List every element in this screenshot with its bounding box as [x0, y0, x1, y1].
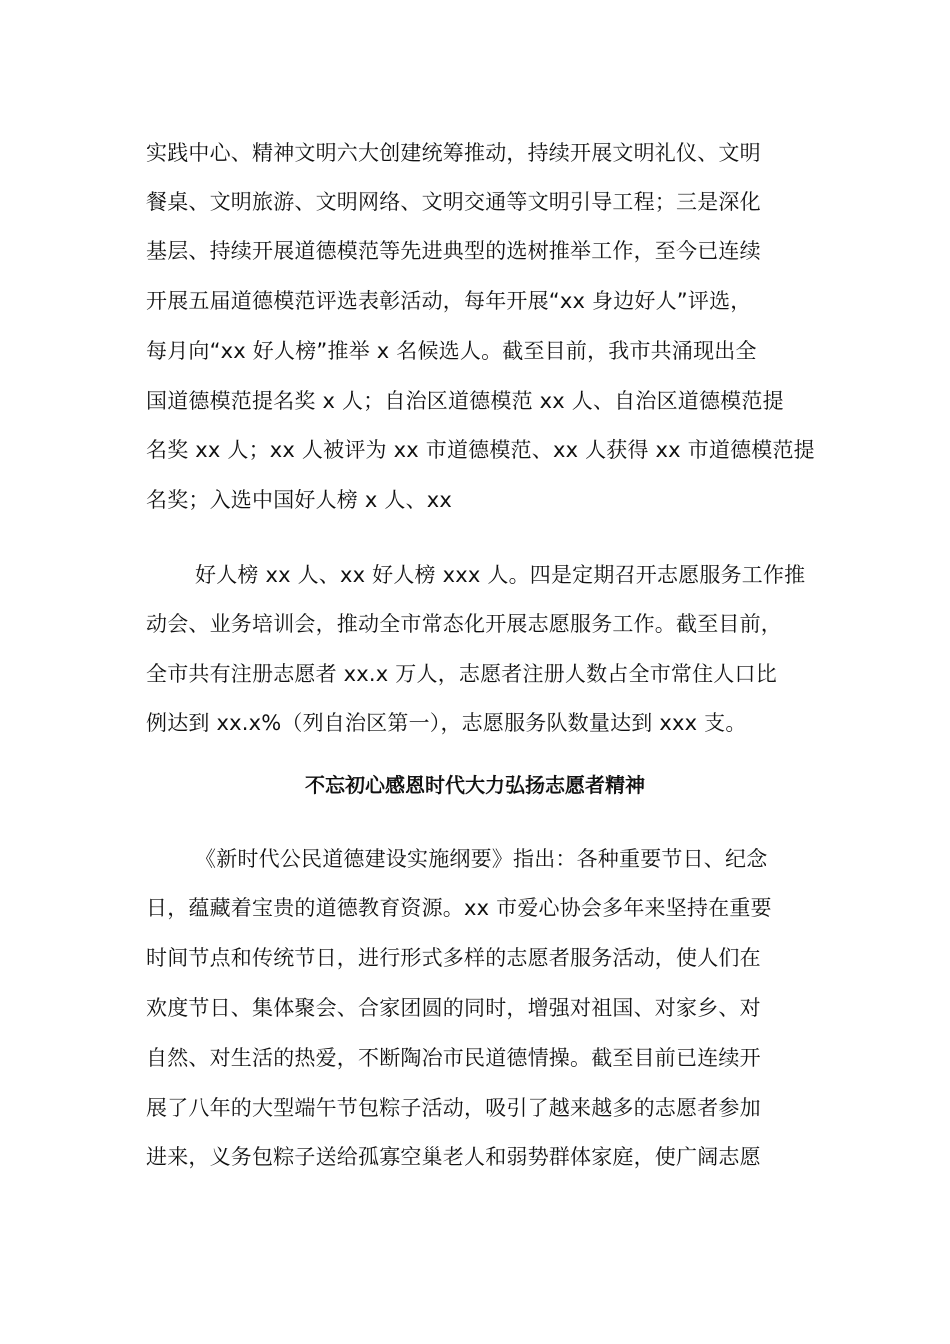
text-line: 动会、业务培训会，推动全市常态化开展志愿服务工作。截至目前， [146, 612, 782, 636]
text-line: 自然、对生活的热爱，不断陶冶市民道德情操。截至目前已连续开 [146, 1046, 761, 1070]
text-line: 好人榜 xx 人、xx 好人榜 xxx 人。四是定期召开志愿服务工作推 [195, 563, 806, 587]
text-line: 欢度节日、集体聚会、合家团圆的同时，增强对祖国、对家乡、对 [146, 996, 761, 1020]
text-line: 名奖 xx 人；xx 人被评为 xx 市道德模范、xx 人获得 xx 市道德模范提 [146, 438, 815, 462]
text-line: 餐桌、文明旅游、文明网络、文明交通等文明引导工程；三是深化 [146, 190, 761, 214]
text-line: 实践中心、精神文明六大创建统筹推动，持续开展文明礼仪、文明 [146, 141, 761, 165]
text-line: 进来，义务包粽子送给孤寡空巢老人和弱势群体家庭，使广阔志愿 [146, 1145, 761, 1169]
text-line: 国道德模范提名奖 x 人；自治区道德模范 xx 人、自治区道德模范提 [146, 389, 784, 413]
text-line: 每月向“xx 好人榜”推举 x 名候选人。截至目前，我市共涌现出全 [146, 339, 757, 363]
text-line: 时间节点和传统节日，进行形式多样的志愿者服务活动，使人们在 [146, 946, 761, 970]
text-line: 开展五届道德模范评选表彰活动，每年开展“xx 身边好人”评选， [146, 289, 752, 313]
text-line: 展了八年的大型端午节包粽子活动，吸引了越来越多的志愿者参加 [146, 1096, 761, 1120]
text-line: 例达到 xx.x%（列自治区第一），志愿服务队数量达到 xxx 支。 [146, 711, 747, 735]
text-line: 日，蕴藏着宝贵的道德教育资源。xx 市爱心协会多年来坚持在重要 [146, 896, 772, 920]
text-line: 基层、持续开展道德模范等先进典型的选树推举工作，至今已连续 [146, 239, 761, 263]
section-heading: 不忘初心感恩时代大力弘扬志愿者精神 [305, 773, 645, 797]
text-line: 《新时代公民道德建设实施纲要》指出：各种重要节日、纪念 [195, 847, 768, 871]
text-line: 全市共有注册志愿者 xx.x 万人，志愿者注册人数占全市常住人口比 [146, 662, 777, 686]
text-line: 名奖；入选中国好人榜 x 人、xx [146, 488, 453, 512]
